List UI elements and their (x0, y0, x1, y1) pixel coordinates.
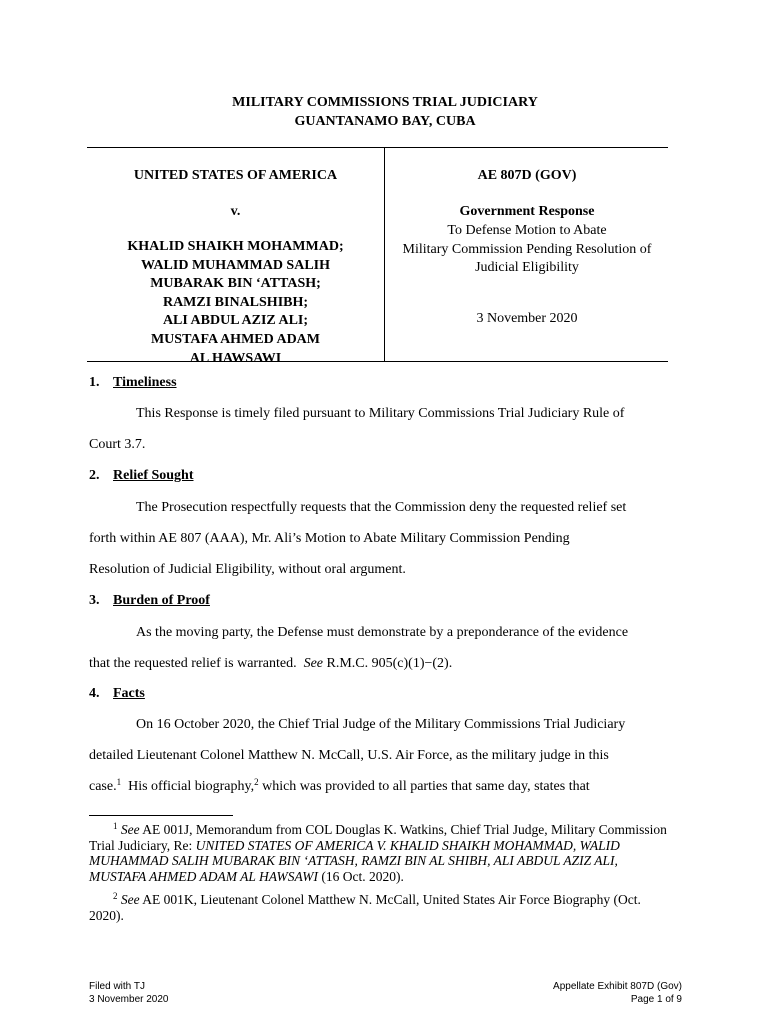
citation-signal: See (120, 822, 140, 837)
section-title: Burden of Proof (113, 593, 210, 608)
footnote-2 (89, 892, 671, 923)
footer-filing-info (89, 980, 169, 1006)
footer-exhibit-number: Appellate Exhibit 807D (Gov) (553, 981, 682, 992)
section-number: 3. (89, 593, 100, 608)
section-number: 4. (89, 686, 100, 701)
footnote-text: AE 001J, Memorandum from COL Douglas K. Watkins, Chief Trial Judge, Military Commission Trial Judiciary, Re: (89, 822, 667, 853)
footnote-text: AE 001K, Lieutenant Colonel Matthew N. McCall, United States Air Force Biography (Oct. 2020). (89, 892, 641, 923)
section-number: 1. (89, 375, 100, 390)
body-line: Resolution of Judicial Eligibility, without oral argument. (89, 562, 406, 577)
section-heading-facts (89, 686, 145, 702)
defendant-line: RAMZI BINALSHIBH; (162, 294, 309, 310)
court-name: MILITARY COMMISSIONS TRIAL JUDICIARY (232, 95, 538, 110)
caption-versus: v. (230, 204, 241, 219)
caption-defendants (87, 238, 384, 368)
body-text: which was provided to all parties that same day, states that (262, 779, 590, 794)
footnote-1 (89, 822, 671, 884)
body-text: His official biography, (128, 779, 255, 794)
response-description-line: Judicial Eligibility (475, 260, 579, 275)
footnote-text: (16 Oct. 2020). (321, 868, 404, 884)
footnote-separator (89, 815, 233, 816)
footnote-reference: 1 (116, 777, 122, 787)
defendant-line: ALI ABDUL AZIZ ALI; (162, 313, 309, 329)
caption-divider (384, 148, 385, 361)
body-line: This Response is timely filed pursuant to Military Commissions Trial Judiciary Rule of (136, 406, 625, 421)
section-heading-burden-of-proof (89, 593, 210, 609)
footer-filed-with: Filed with TJ (89, 981, 145, 992)
filing-date: 3 November 2020 (476, 311, 578, 326)
section-title: Relief Sought (113, 468, 194, 483)
footnote-reference: 2 (254, 777, 259, 787)
body-text: that the requested relief is warranted. (89, 656, 297, 671)
caption-plaintiff: UNITED STATES OF AMERICA (133, 168, 338, 183)
section-title: Facts (113, 686, 145, 701)
body-line: As the moving party, the Defense must demonstrate by a preponderance of the evidence (136, 625, 629, 640)
defendant-line: MUBARAK BIN ‘ATTASH; (150, 276, 321, 292)
footnote-case-caption: UNITED STATES OF AMERICA V. KHALID SHAIKH MOHAMMAD, WALID MUHAMMAD SALIH MUBARAK BIN ‘ATTASH, RAMZI BIN AL SHIBH, ALI ABDUL AZIZ ALI, MUSTAFA AHMED ADAM AL HAWSAWI (89, 837, 620, 884)
citation-signal: See (120, 892, 140, 907)
defendant-line: KHALID SHAIKH MOHAMMAD; (127, 239, 344, 254)
section-heading-relief-sought (89, 468, 194, 484)
response-description-line: To Defense Motion to Abate (447, 223, 607, 238)
body-line: The Prosecution respectfully requests that the Commission deny the requested relief set (136, 500, 627, 515)
citation: R.M.C. 905(c)(1)−(2). (326, 656, 453, 671)
body-text: case. (89, 779, 117, 794)
response-description-line: Military Commission Pending Resolution of (402, 241, 652, 257)
defendant-line: WALID MUHAMMAD SALIH (141, 257, 330, 273)
body-line (89, 656, 669, 672)
defendant-line: MUSTAFA AHMED ADAM (150, 331, 321, 347)
body-line: Court 3.7. (89, 437, 146, 452)
exhibit-number: AE 807D (GOV) (477, 168, 577, 183)
section-number: 2. (89, 468, 100, 483)
body-line: detailed Lieutenant Colonel Matthew N. McCall, U.S. Air Force, as the military judge in this (89, 748, 609, 763)
court-location: GUANTANAMO BAY, CUBA (294, 114, 476, 129)
defendant-line: AL HAWSAWI (189, 350, 282, 366)
footer-filed-date: 3 November 2020 (89, 994, 169, 1005)
footnote-number: 1 (113, 821, 118, 831)
page-number: Page 1 of 9 (630, 994, 682, 1005)
section-heading-timeliness (89, 375, 177, 391)
body-line (89, 779, 669, 795)
body-line: forth within AE 807 (AAA), Mr. Ali’s Motion to Abate Military Commission Pending (89, 531, 570, 546)
citation-signal: See (303, 656, 324, 671)
footer-exhibit-info (553, 980, 682, 1006)
response-title: Government Response (459, 204, 595, 219)
response-description (386, 222, 668, 278)
section-title: Timeliness (113, 375, 177, 390)
body-line: On 16 October 2020, the Chief Trial Judge of the Military Commissions Trial Judiciary (136, 717, 626, 732)
caption-top-rule (87, 147, 668, 148)
footnote-number: 2 (113, 891, 118, 901)
